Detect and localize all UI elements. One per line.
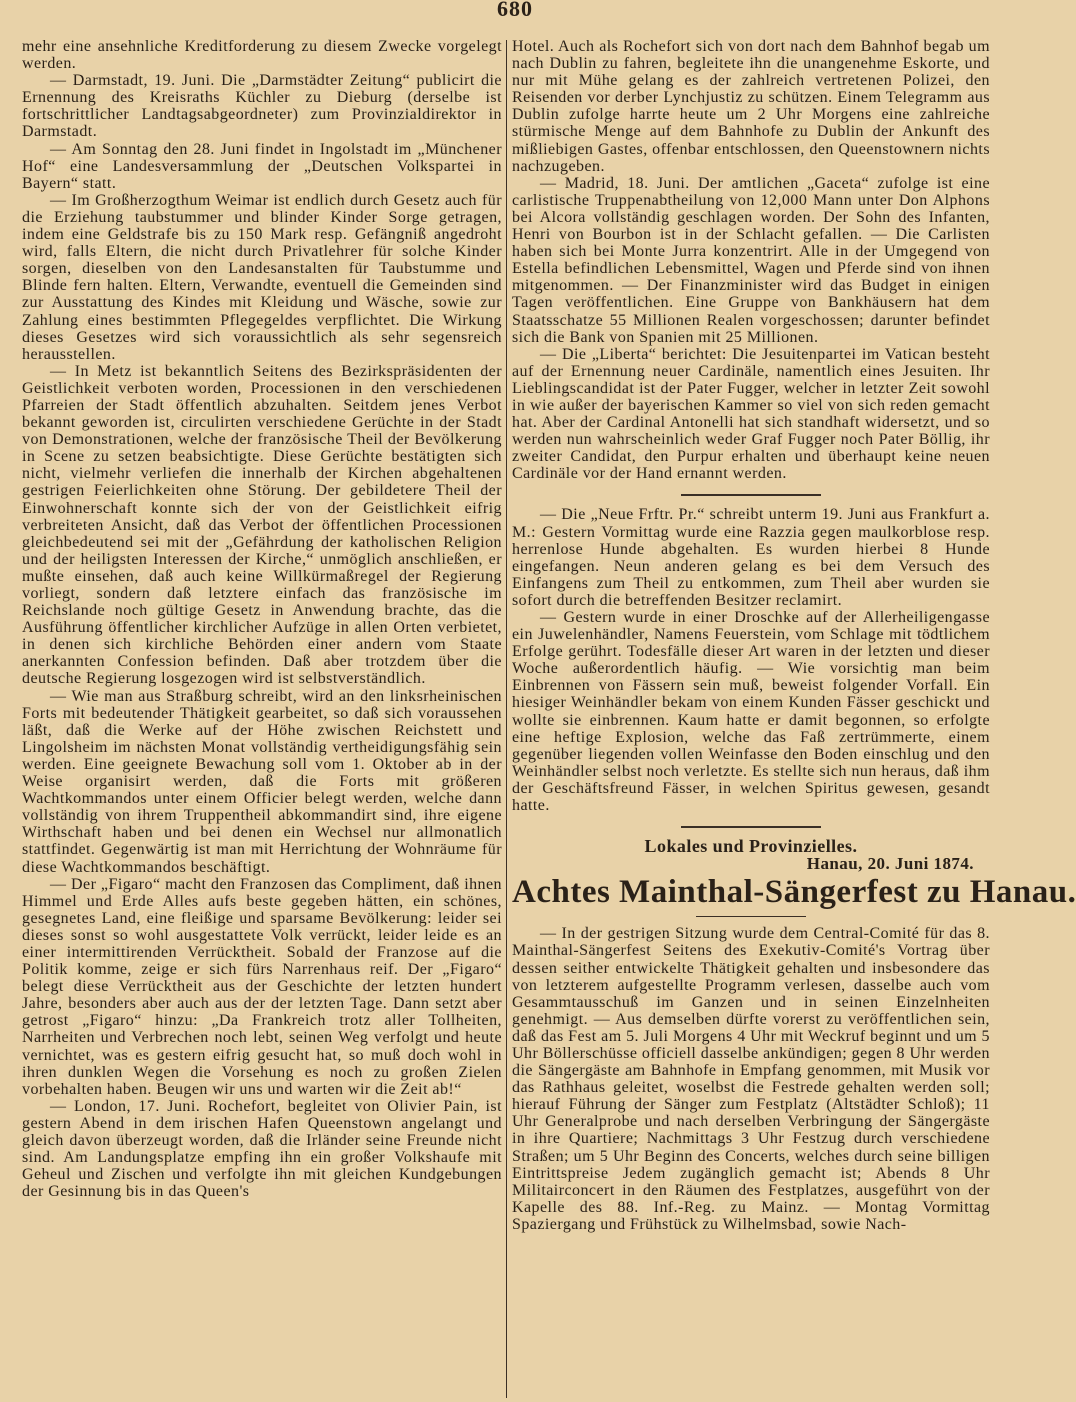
article-paragraph: — London, 17. Juni. Rochefort, begleitet von Olivier Pain, ist gestern Abend in dem irischen Hafen Queenstown angelangt und gleich davon überzeugt worden, daß die Irländer seine Freunde nicht sind. Am Landungsplatze empfing ihn ein großer Volkshaufe mit Geheul und Zischen und verfolgte ihn mit gleichen Kundgebungen der Gesinnung bis in das Queen's <box>22 1097 502 1201</box>
article-paragraph: — In Metz ist bekanntlich Seitens des Bezirkspräsidenten der Geistlichkeit verboten worden, Processionen in den verschiedenen Pfarreien der Stadt öffentlich abzuhalten. Seitdem jenes Verbot bekannt geworden ist, circulirten verschiedene Gerüchte in der Stadt von Demonstrationen, welche der französische Theil der Bevölkerung in Scene zu setzen beabsichtigte. Diese Gerüchte bestätigten sich nicht, vielmehr verliefen die innerhalb der Kirchen abgehaltenen gestrigen Feierlichkeiten ohne Störung. Der gebildetere Theil der Einwohnerschaft konnte sich der von der Geistlichkeit eifrig verbreiteten Ansicht, daß das Verbot der öffentlichen Processionen gleichbedeutend sei mit der „Gefährdung der katholischen Religion und der heiligsten Interessen der Kirche,“ unmöglich anschließen, er mußte einsehen, daß auch keine Willkürmaßregel der Regierung vorliegt, sondern daß letztere einfach das französische im Reichslande noch gültige Gesetz in Anwendung brachte, das die Ausführung öffentlicher kirchlicher Aufzüge in allen Orten verbietet, in denen sich kirchliche Behörden einer andern vom Staate anerkannten Confession befinden. Daß aber trotzdem über die deutsche Regierung losgezogen wird ist selbstverständlich. <box>22 362 502 688</box>
headline: Achtes Mainthal-Sängerfest zu Hanau. <box>512 874 1076 911</box>
article-paragraph: — Madrid, 18. Juni. Der amtlichen „Gaceta“ zufolge ist eine carlistische Truppenabtheilung von 12,000 Mann unter Don Alphons bei Alcora vollständig geschlagen worden. Der Sohn des Infanten, Henri von Bourbon ist in der Schlacht gefallen. — Die Carlisten haben sich bei Monte Jurra konzentrirt. Alle in der Umgegend von Estella befindlichen Lebensmittel, Wagen und Pferde sind von ihnen mitgenommen. — Der Finanzminister wird das Budget in einigen Tagen veröffentlichen. Eine Gruppe von Bankhäusern hat dem Staatsschatze 55 Millionen Realen vorgeschossen; darunter befindet sich die Bank von Spanien mit 25 Millionen. <box>512 174 990 346</box>
article-paragraph: — Am Sonntag den 28. Juni findet in Ingolstadt im „Münchener Hof“ eine Landesversammlung der „Deutschen Volkspartei in Bayern“ statt. <box>22 140 502 192</box>
dateline: Hanau, 20. Juni 1874. <box>806 854 974 874</box>
article-paragraph: — Im Großherzogthum Weimar ist endlich durch Gesetz auch für die Erziehung taubstummer und blinder Kinder Sorge getragen, indem eine Geldstrafe bis zu 150 Mark resp. Gefängniß angedroht wird, falls Eltern, die nicht durch Privatlehrer für solche Kinder sorgen, dieselben von den Landesanstalten für Taubstumme und Blinde fern halten. Eltern, Verwandte, eventuell die Gemeinden sind zur Ausstattung des Kindes mit Kleidung und Wäsche, sowie zur Zahlung eines bestimmten Pflegegeldes verpflichtet. Die Wirkung dieses Gesetzes wird sich voraussichtlich als sehr segensreich herausstellen. <box>22 191 502 363</box>
article-paragraph: — Die „Liberta“ berichtet: Die Jesuitenpartei im Vatican besteht auf der Ernennung neuer Cardinäle, namentlich eines Jesuiten. Ihr Lieblingscandidat ist der Pater Fugger, welcher in letzter Zeit sowohl in wie außer der bayerischen Kammer so viel von sich reden gemacht hat. Aber der Cardinal Antonelli hat sich standhaft widersetzt, und so werden nun wahrscheinlich weder Graf Fugger noch Pater Böllig, ihr zweiter Candidat, den Purpur erhalten und überhaupt keine neuen Cardinäle vor der Hand ernannt werden. <box>512 345 990 483</box>
section-rule <box>681 826 821 828</box>
section-title: Lokales und Provinzielles. <box>644 836 858 857</box>
headline-rule <box>696 916 806 917</box>
article-paragraph: — Wie man aus Straßburg schreibt, wird an den linksrheinischen Forts mit bedeutender Thätigkeit gearbeitet, so daß sich voraussehen läßt, daß die Werke auf der Höhe zwischen Reichstett und Lingolsheim im nächsten Monat vollständig vertheidigungsfähig sein werden. Eine geeignete Bewachung soll vom 1. Oktober ab in der Weise organisirt werden, daß die Forts mit größeren Wachtkommandos unter einem Officier belegt werden, welche dann vollständig von ihrem Truppentheil abkommandirt sind, ihre eigene Wirthschaft haben und bei denen ein Wechsel nur allmonatlich stattfindet. Gegenwärtig ist man mit Herrichtung der Wohnräume für diese Wachtkommandos beschäftigt. <box>22 687 502 876</box>
article-paragraph: Hotel. Auch als Rochefort sich von dort nach dem Bahnhof begab um nach Dublin zu fahren, begleitete ihn die unangenehme Eskorte, und nur mit Mühe gelang es der zahlreich vertretenen Polizei, den Reisenden vor derber Lynchjustiz zu schützen. Einem Telegramm aus Dublin zufolge harrte heute um 2 Uhr Morgens eine zahlreiche stürmische Menge auf dem Bahnhofe zu Dublin der Ankunft des mißliebigen Gastes, offenbar entschlossen, den Queenstownern nichts nachzugeben. <box>512 38 990 175</box>
left-column <box>22 38 502 1400</box>
article-paragraph: mehr eine ansehnliche Kreditforderung zu diesem Zwecke vorgelegt werden. <box>22 38 502 73</box>
right-column <box>512 38 1076 1400</box>
article-paragraph: — Die „Neue Frftr. Pr.“ schreibt unterm 19. Juni aus Frankfurt a. M.: Gestern Vormittag wurde eine Razzia gegen maulkorblose resp. herrenlose Hunde abgehalten. Es wurden hierbei 8 Hunde eingefangen. Neun anderen gelang es bei dem Versuch des Einfangens zum Theil zu entkommen, zum Theil aber wurden sie sofort durch die betreffenden Besitzer reclamirt. <box>512 506 990 609</box>
section-rule <box>681 494 821 496</box>
article-paragraph: — Der „Figaro“ macht den Franzosen das Compliment, daß ihnen Himmel und Erde Alles aufs beste gegeben hätten, ein schönes, gesegnetes Land, eine fleißige und sparsame Bevölkerung: leider sei dieses sonst so wohl ausgestattete Volk verrückt, leider leide es an einer intermittirenden Verrücktheit. Sobald der Franzose auf die Politik komme, zeige er sich fürs Narrenhaus reif. Der „Figaro“ belegt diese Verrücktheit aus der Geschichte der letzten hundert Jahre, besonders aber auch aus der der letzten Tage. Dann setzt aber getrost „Figaro“ hinzu: „Da Frankreich trotz aller Tollheiten, Narrheiten und Verbrechen noch lebt, seinen Weg verfolgt und heute vernichtet, was es gestern eifrig gesucht hat, so muß doch wohl in ihren dunklen Wegen die Vorsehung es noch zu großen Zielen vorbehalten haben. Beugen wir uns und warten wir die Zeit ab!“ <box>22 875 502 1098</box>
column-divider <box>506 40 507 1398</box>
article-paragraph: — Gestern wurde in einer Droschke auf der Allerheiligengasse ein Juwelenhändler, Namens Feuerstein, vom Schlage mit tödtlichem Erfolge gerührt. Todesfälle dieser Art waren in der letzten und dieser Woche außerordentlich häufig. — Wie vorsichtig man beim Einbrennen von Fässern sein muß, beweist folgender Vorfall. Ein hiesiger Weinhändler bekam von einem Kunden Fässer geschickt und wollte sie einbrennen. Kaum hatte er damit begonnen, so erfolgte eine heftige Explosion, welche das Faß zertrümmerte, einem gegenüber liegenden vollen Weinfasse den Boden einschlug und den Weinhändler selbst noch verletzte. Es stellte sich nun heraus, daß ihm der Geschäftsfreund Fässer, in welchen Spiritus gewesen, gesandt hatte. <box>512 609 990 815</box>
article-paragraph: — Darmstadt, 19. Juni. Die „Darmstädter Zeitung“ publicirt die Ernennung des Kreisraths Küchler zu Dieburg (derselbe ist fortschrittlicher Landtagsabgeordneter) zum Provinzialdirektor in Darmstadt. <box>22 72 502 141</box>
page-number: 680 <box>497 0 533 21</box>
article-paragraph: — In der gestrigen Sitzung wurde dem Central-Comité für das 8. Mainthal-Sängerfest Seitens des Exekutiv-Comité's Vortrag über dessen seither entwickelte Thätigkeit gehalten und insbesondere das von letzterem aufgestellte Programm verlesen, dasselbe auch vom Gesammtausschuß im Ganzen und in seinen Einzelnheiten genehmigt. — Aus demselben dürfte vorerst zu veröffentlichen sein, daß das Fest am 5. Juli Morgens 4 Uhr mit Weckruf beginnt und um 5 Uhr Böllerschüsse officiell dasselbe ankündigen; gegen 8 Uhr werden die Sängergäste am Bahnhofe in Empfang genommen, mit Musik vor das Rathhaus geleitet, woselbst die Festrede gehalten werden soll; hierauf Führung der Sänger zum Festplatz (Altstädter Schloß); 11 Uhr Generalprobe und nach derselben Verbringung der Sängergäste in ihre Quartiere; Nachmittags 3 Uhr Festzug durch verschiedene Straßen; um 5 Uhr Beginn des Concerts, welches durch seine billigen Eintrittspreise Jedem zugänglich gemacht ist; Abends 8 Uhr Militairconcert in den Räumen des Festplatzes, ausgeführt von der Kapelle des 88. Inf.-Reg. zu Mainz. — Montag Vormittag Spaziergang und Frühstück zu Wilhelmsbad, sowie Nach- <box>512 925 990 1233</box>
